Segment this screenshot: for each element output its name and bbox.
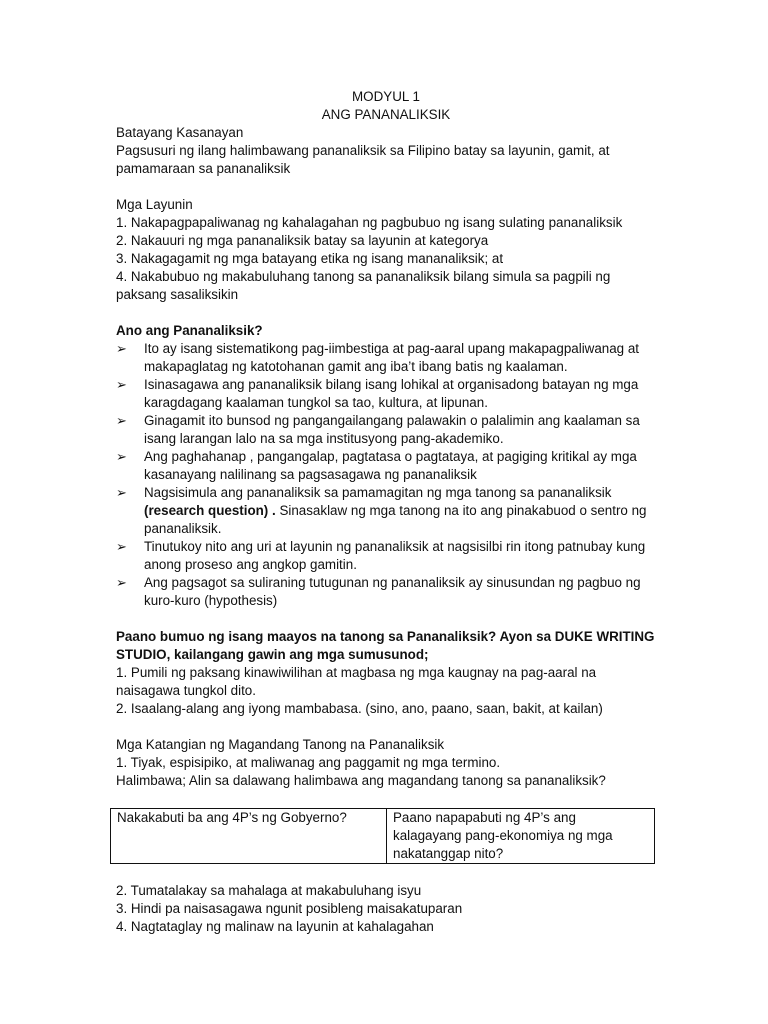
how-to-heading: Paano bumuo ng isang maayos na tanong sa Pananaliksik? Ayon sa DUKE WRITING STUDIO, kailangang gawin ang mga sumusunod; bbox=[116, 629, 655, 662]
list-item bbox=[116, 448, 656, 484]
table-cell-question-1: Nakakabuti ba ang 4P’s ng Gobyerno? bbox=[111, 809, 387, 864]
list-item-text: Ginagamit ito bunsod ng pangangailangang palawakin o palalimin ang kaalaman sa isang larangan lalo na sa mga institusyong pang-akademiko. bbox=[144, 413, 640, 446]
trait-item: 3. Hindi pa naisasagawa ngunit posibleng maisakatuparan bbox=[116, 901, 463, 916]
table-cell-question-2: Paano napapabuti ng 4P’s ang kalagayang pang-ekonomiya ng mga nakatanggap nito? bbox=[387, 809, 655, 864]
list-item-text: Isinasagawa ang pananaliksik bilang isang lohikal at organisadong batayan ng mga karagdagang kaalaman tungkol sa tao, kultura, at lipunan. bbox=[144, 377, 639, 410]
arrow-bullet-icon: ➢ bbox=[116, 341, 127, 356]
trait-item: 1. Tiyak, espisipiko, at maliwanag ang paggamit ng mga termino. bbox=[116, 755, 501, 770]
arrow-bullet-icon: ➢ bbox=[116, 377, 127, 392]
document-content bbox=[116, 88, 656, 936]
traits-heading: Mga Katangian ng Magandang Tanong na Pananaliksik bbox=[116, 737, 445, 752]
research-question-term: (research question) . bbox=[144, 503, 276, 518]
basic-skill-heading: Batayang Kasanayan bbox=[116, 125, 244, 140]
list-item-text: Ito ay isang sistematikong pag-iimbestiga at pag-aaral upang makapagpaliwanag at makapaglatag ng katotohanan gamit ang iba’t ibang batis ng kaalaman. bbox=[144, 341, 640, 374]
list-item-text: Ang paghahanap , pangangalap, pagtatasa o pagtataya, at pagiging kritikal ay mga kasanayang nalilinang sa pagsasagawa ng pananaliksik bbox=[144, 449, 637, 482]
what-is-list bbox=[116, 340, 656, 610]
list-item bbox=[116, 376, 656, 412]
arrow-bullet-icon: ➢ bbox=[116, 413, 127, 428]
module-title: MODYUL 1 bbox=[352, 89, 420, 104]
arrow-bullet-icon: ➢ bbox=[116, 539, 127, 554]
list-item bbox=[116, 574, 656, 610]
list-item bbox=[116, 340, 656, 376]
how-to-item: 2. Isaalang-alang ang iyong mambabasa. (sino, ano, paano, saan, bakit, at kailan) bbox=[116, 701, 603, 716]
trait-item: 4. Nagtataglay ng malinaw na layunin at kahalagahan bbox=[116, 919, 434, 934]
objective-item: 1. Nakapagpapaliwanag ng kahalagahan ng pagbubuo ng isang sulating pananaliksik bbox=[116, 215, 623, 230]
objectives-heading: Mga Layunin bbox=[116, 197, 193, 212]
list-item bbox=[116, 412, 656, 448]
list-item bbox=[116, 484, 656, 538]
example-questions-table bbox=[110, 808, 655, 864]
how-to-item: 1. Pumili ng paksang kinawiwilihan at magbasa ng mga kaugnay na pag-aaral na naisagawa tungkol dito. bbox=[116, 665, 597, 698]
objective-item: 3. Nakagagamit ng mga batayang etika ng isang mananaliksik; at bbox=[116, 251, 504, 266]
arrow-bullet-icon: ➢ bbox=[116, 575, 127, 590]
list-item-text-pre: Nagsisimula ang pananaliksik sa pamamagitan ng mga tanong sa pananaliksik bbox=[144, 485, 612, 500]
objective-item: 2. Nakauuri ng mga pananaliksik batay sa layunin at kategorya bbox=[116, 233, 489, 248]
list-item-text-post: Sinasaklaw ng mga tanong na ito ang pinakabuod o sentro ng pananaliksik. bbox=[144, 503, 647, 536]
trait-item: 2. Tumatalakay sa mahalaga at makabuluhang isyu bbox=[116, 883, 422, 898]
objective-item: 4. Nakabubuo ng makabuluhang tanong sa pananaliksik bilang simula sa pagpili ng paksang sasaliksikin bbox=[116, 269, 611, 302]
module-subtitle: ANG PANANALIKSIK bbox=[321, 107, 451, 122]
list-item-text: Tinutukoy nito ang uri at layunin ng pananaliksik at nagsisilbi rin itong patnubay kung anong proseso ang angkop gamitin. bbox=[144, 539, 646, 572]
what-is-heading: Ano ang Pananaliksik? bbox=[116, 323, 263, 338]
arrow-bullet-icon: ➢ bbox=[116, 485, 127, 500]
list-item-text: Ang pagsagot sa suliraning tutugunan ng pananaliksik ay sinusundan ng pagbuo ng kuro-kuro (hypothesis) bbox=[144, 575, 641, 608]
table-row bbox=[111, 809, 655, 864]
list-item bbox=[116, 538, 656, 574]
arrow-bullet-icon: ➢ bbox=[116, 449, 127, 464]
basic-skill-text: Pagsusuri ng ilang halimbawang pananaliksik sa Filipino batay sa layunin, gamit, at pamamaraan sa pananaliksik bbox=[116, 143, 610, 176]
example-prompt: Halimbawa; Alin sa dalawang halimbawa ang magandang tanong sa pananaliksik? bbox=[116, 773, 606, 788]
